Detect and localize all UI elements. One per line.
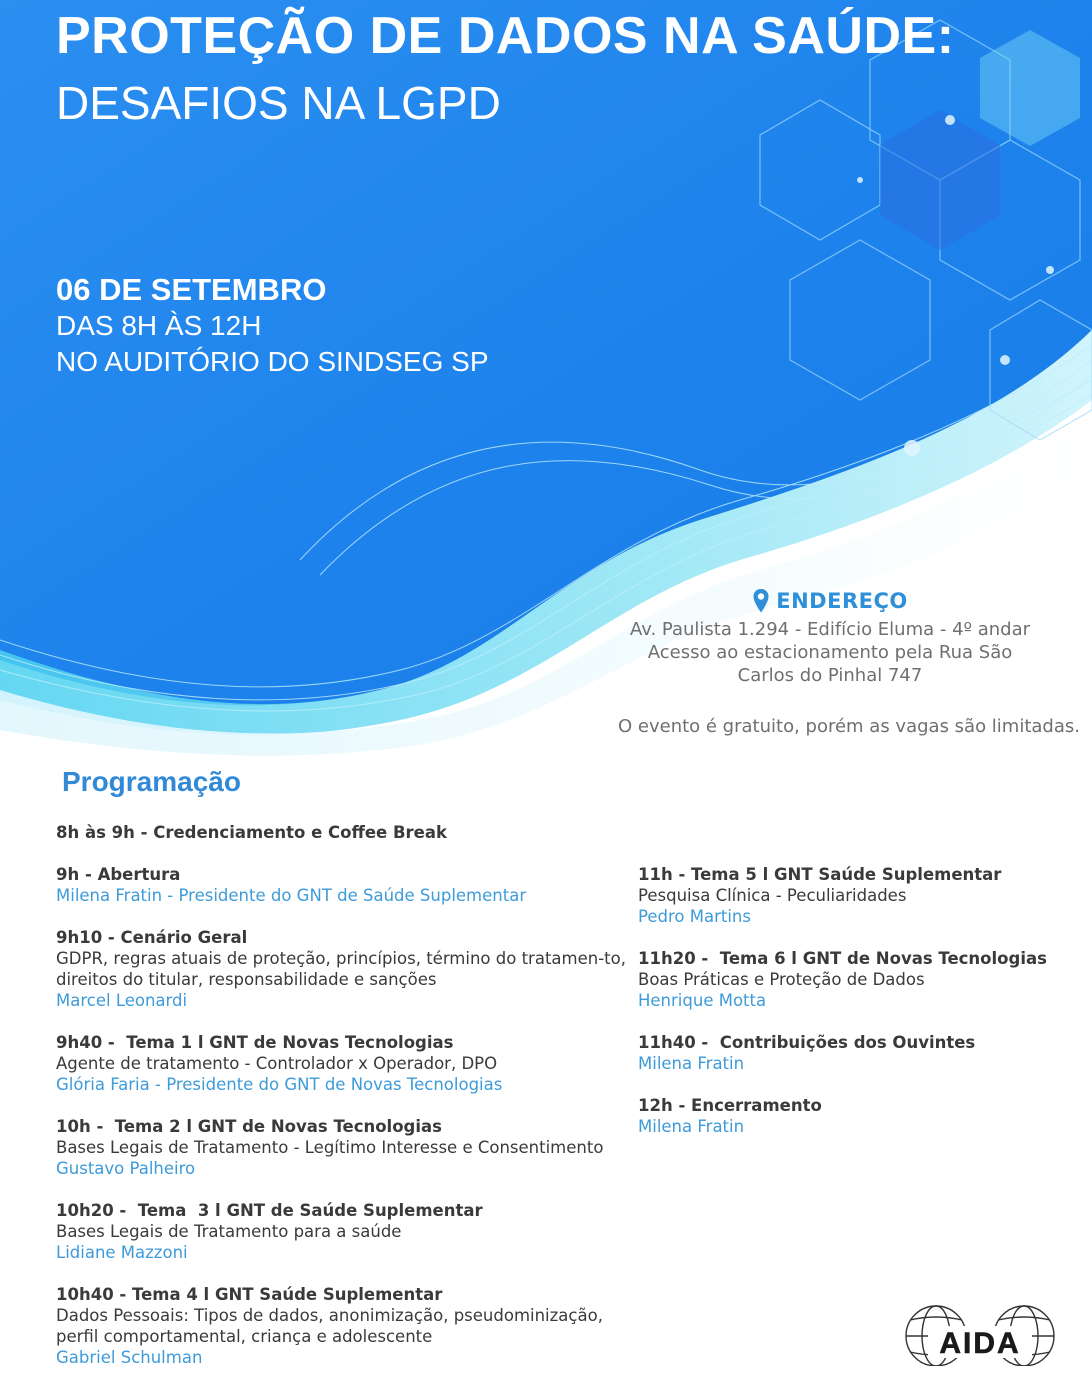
address-line-1: Av. Paulista 1.294 - Edifício Eluma - 4º andar [629,619,1031,640]
program-item [56,864,626,906]
program-item-speaker: Pedro Martins [638,907,751,926]
aida-logo [902,1300,1058,1366]
program-item-speaker: Gustavo Palheiro [56,1159,196,1178]
program-item-description: GDPR, regras atuais de proteção, princípios, término do tratamen-to, direitos do titular, responsabilidade e sanções [56,949,626,989]
program-item [638,864,1078,927]
free-event-note: O evento é gratuito, porém as vagas são limitadas. [618,716,1080,737]
program-item-time: 9h10 - Cenário Geral [56,928,248,947]
program-item-description: Bases Legais de Tratamento - Legítimo Interesse e Consentimento [56,1138,604,1157]
program-item-description: Boas Práticas e Proteção de Dados [638,970,925,989]
program-item-speaker: Milena Fratin [638,1117,745,1136]
program-item-description: Agente de tratamento - Controlador x Operador, DPO [56,1054,498,1073]
program-item-time: 10h40 - Tema 4 l GNT Saúde Suplementar [56,1285,443,1304]
event-date: 06 DE SETEMBRO [56,272,327,307]
program-item-description: Bases Legais de Tratamento para a saúde [56,1222,402,1241]
program-item [56,1116,626,1179]
program-item [638,1095,1078,1137]
program-item-speaker: Henrique Motta [638,991,767,1010]
program-item-time: 11h40 - Contribuições dos Ouvintes [638,1033,976,1052]
program-item [56,1284,626,1368]
address-heading-label: ENDEREÇO [776,589,908,613]
program-item-time: 11h - Tema 5 l GNT Saúde Suplementar [638,865,1002,884]
program-item-time: 9h - Abertura [56,865,181,884]
program-item [56,822,626,843]
program-item-speaker: Milena Fratin [638,1054,745,1073]
program-item-time: 9h40 - Tema 1 l GNT de Novas Tecnologias [56,1033,454,1052]
program-item-description: Dados Pessoais: Tipos de dados, anonimização, pseudominização, perfil comportamental, criança e adolescente [56,1306,603,1346]
program-item-speaker: Lidiane Mazzoni [56,1243,188,1262]
program-item-time: 10h - Tema 2 l GNT de Novas Tecnologias [56,1117,442,1136]
program-item-speaker: Glória Faria - Presidente do GNT de Novas Tecnologias [56,1075,503,1094]
program-item [56,927,626,1011]
program-item-description: Pesquisa Clínica - Peculiaridades [638,886,907,905]
page-title: PROTEÇÃO DE DADOS NA SAÚDE: [56,7,955,65]
program-item-speaker: Gabriel Schulman [56,1348,203,1367]
address-line-2: Acesso ao estacionamento pela Rua São [647,642,1013,663]
address-line-3: Carlos do Pinhal 747 [737,665,923,686]
program-item-speaker: Marcel Leonardi [56,991,188,1010]
program-right-column [638,864,1078,1158]
location-pin-icon [752,588,770,614]
program-left-column [56,822,626,1389]
program-item [638,948,1078,1011]
program-item-time: 8h às 9h - Credenciamento e Coffee Break [56,823,447,842]
program-item-time: 10h20 - Tema 3 l GNT de Saúde Suplementar [56,1201,483,1220]
event-hours: DAS 8H ÀS 12H [56,310,262,341]
event-venue: NO AUDITÓRIO DO SINDSEG SP [56,346,489,377]
program-item-time: 12h - Encerramento [638,1096,822,1115]
program-item [56,1032,626,1095]
page-subtitle: DESAFIOS NA LGPD [56,77,501,129]
address-block [580,584,1080,687]
logo-text: AIDA [939,1327,1021,1360]
program-item [638,1032,1078,1074]
program-item [56,1200,626,1263]
program-title: Programação [62,766,241,797]
address-heading [580,584,1080,618]
program-item-speaker: Milena Fratin - Presidente do GNT de Saúde Suplementar [56,886,527,905]
program-item-time: 11h20 - Tema 6 l GNT de Novas Tecnologias [638,949,1047,968]
